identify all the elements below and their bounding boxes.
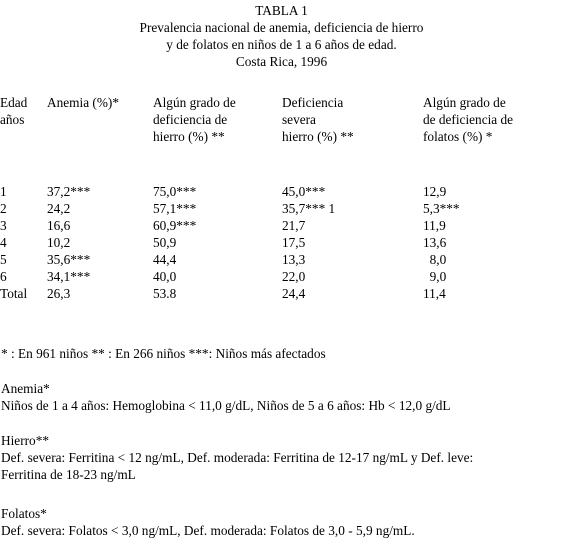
table-title — [0, 2, 563, 70]
table-cell: 22,0 — [282, 269, 306, 284]
legend-note: * : En 961 niños ** : En 266 niños ***: Niños más afectados — [1, 346, 326, 361]
row-label: 2 — [0, 201, 7, 216]
table-cell: 50,9 — [153, 235, 177, 250]
title-line: TABLA 1 — [255, 3, 308, 18]
anemia-note-title: Anemia* — [1, 381, 50, 396]
table-cell: 12,9 — [423, 184, 447, 199]
row-label: 5 — [0, 252, 7, 267]
table-cell: 17,5 — [282, 235, 306, 250]
folatos-note-text: Def. severa: Folatos < 3,0 ng/mL, Def. moderada: Folatos de 3,0 - 5,9 ng/mL. — [1, 523, 415, 538]
table-cell: 8,0 — [423, 252, 447, 267]
column-header: de deficiencia de — [423, 112, 514, 127]
column-header: hierro (%) ** — [282, 129, 354, 144]
column-header: Algún grado de — [423, 95, 506, 110]
column-header: Deficiencia — [282, 95, 344, 110]
column-header: hierro (%) ** — [153, 129, 225, 144]
column-header: severa — [282, 112, 316, 127]
table-cell: 11,9 — [423, 218, 446, 233]
table-cell: 35,6*** — [47, 252, 91, 267]
row-label: 1 — [0, 184, 7, 199]
table-cell: 37,2*** — [47, 184, 91, 199]
anemia-note-text: Niños de 1 a 4 años: Hemoglobina < 11,0 g/dL, Niños de 5 a 6 años: Hb < 12,0 g/dL — [1, 398, 451, 413]
column-header: Anemia (%)* — [47, 95, 119, 110]
title-line: Prevalencia nacional de anemia, deficiencia de hierro — [139, 20, 424, 35]
hierro-note-text-1: Def. severa: Ferritina < 12 ng/mL, Def. moderada: Ferritina de 12-17 ng/mL y Def. leve: — [1, 450, 474, 465]
folatos-note-title: Folatos* — [1, 506, 47, 521]
table-cell: 57,1*** — [153, 201, 197, 216]
table-cell: 53.8 — [153, 286, 177, 301]
table-cell: 24,2 — [47, 201, 71, 216]
table-cell: 26,3 — [47, 286, 71, 301]
column-header: folatos (%) * — [423, 129, 493, 144]
table-cell: 13,3 — [282, 252, 306, 267]
hierro-note-text-2: Ferritina de 18-23 ng/mL — [1, 467, 136, 482]
table-cell: 13,6 — [423, 235, 447, 250]
row-label: 4 — [0, 235, 7, 250]
column-header: deficiencia de — [153, 112, 228, 127]
column-header: Edad — [0, 95, 28, 110]
column-header: años — [0, 112, 25, 127]
title-line: Costa Rica, 1996 — [235, 54, 328, 69]
hierro-note-title: Hierro** — [1, 433, 49, 448]
table-cell: 45,0*** — [282, 184, 326, 199]
table-cell: 34,1*** — [47, 269, 91, 284]
row-label: 3 — [0, 218, 7, 233]
table-cell: 10,2 — [47, 235, 71, 250]
row-label: 6 — [0, 269, 7, 284]
table-cell: 16,6 — [47, 218, 71, 233]
table-cell: 5,3*** — [423, 201, 460, 216]
column-header: Algún grado de — [153, 95, 236, 110]
row-label: Total — [0, 286, 28, 301]
table-cell: 60,9*** — [153, 218, 197, 233]
title-line: y de folatos en niños de 1 a 6 años de edad. — [166, 37, 397, 52]
table-cell: 35,7*** 1 — [282, 201, 336, 216]
table-cell: 44,4 — [153, 252, 177, 267]
table-cell: 11,4 — [423, 286, 446, 301]
table-cell: 9,0 — [423, 269, 447, 284]
table-cell: 40,0 — [153, 269, 177, 284]
table-cell: 24,4 — [282, 286, 306, 301]
table-cell: 75,0*** — [153, 184, 197, 199]
table-cell: 21,7 — [282, 218, 306, 233]
